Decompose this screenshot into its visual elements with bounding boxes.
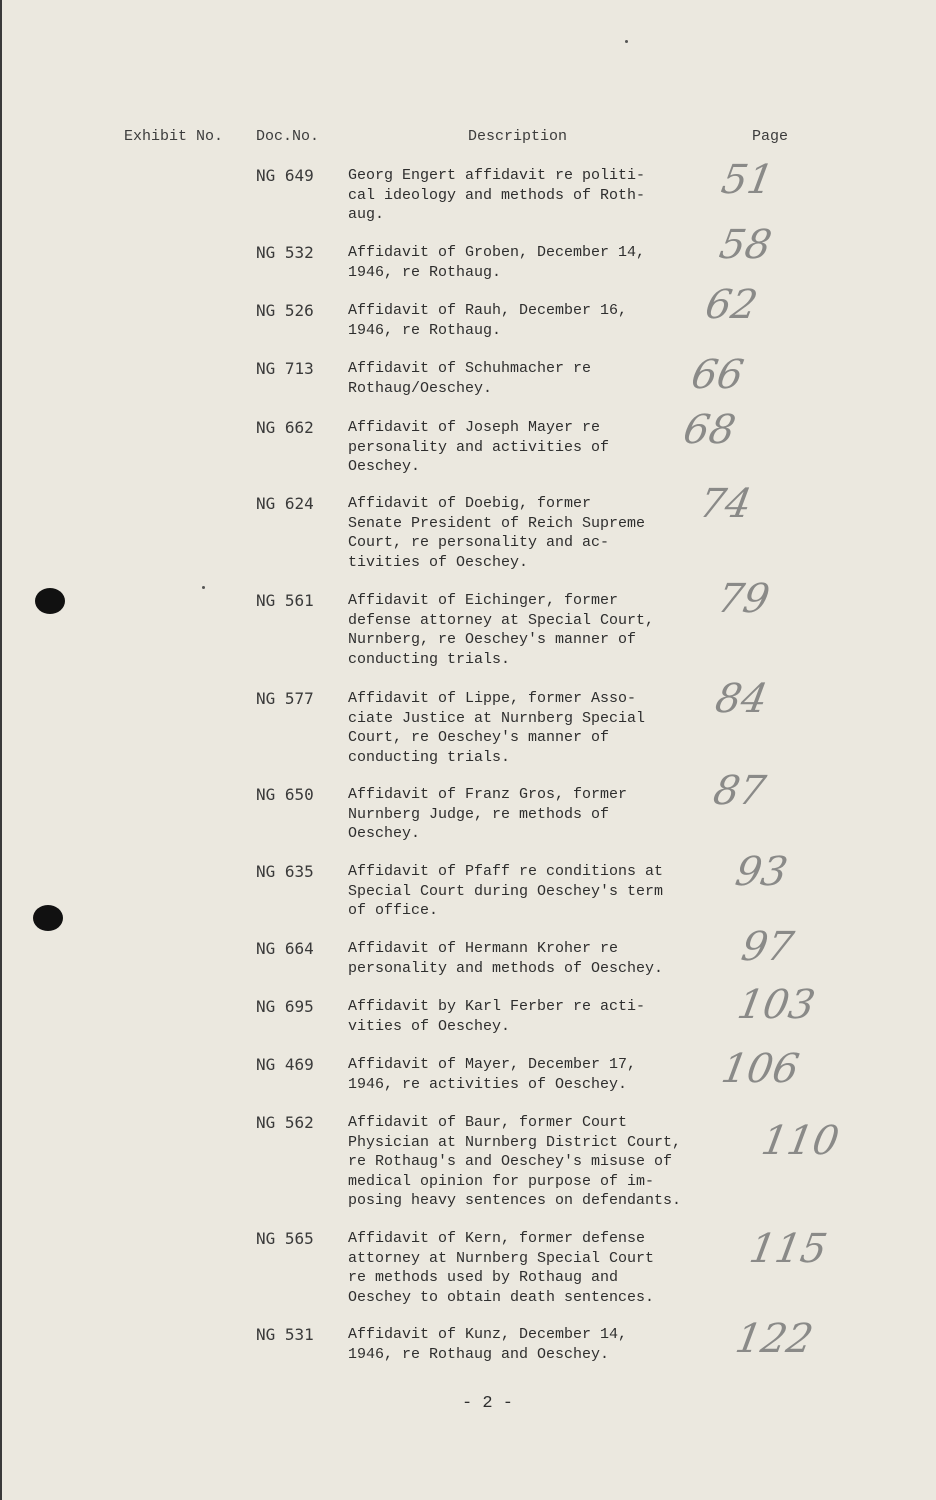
- description-line: Affidavit of Joseph Mayer re: [348, 419, 601, 436]
- description-line: tivities of Oeschey.: [348, 553, 529, 571]
- doc-number: NG 649: [256, 166, 314, 185]
- description: [348, 494, 728, 572]
- handwritten-page-number: 87: [709, 768, 769, 814]
- description-line: Georg Engert affidavit re politi-: [348, 167, 646, 184]
- handwritten-page-number: 106: [717, 1046, 803, 1092]
- description-line: Nurnberg, re Oeschey's manner of: [348, 631, 637, 648]
- description-line: ciate Justice at Nurnberg Special: [348, 709, 646, 727]
- description-line: conducting trials.: [348, 748, 511, 766]
- description-line: Nurnberg Judge, re methods of: [348, 805, 610, 823]
- description-line: Special Court during Oeschey's term: [348, 882, 664, 900]
- description: [348, 1325, 728, 1364]
- description: [348, 243, 728, 282]
- description-line: Physician at Nurnberg District Court,: [348, 1133, 682, 1151]
- handwritten-page-number: 122: [731, 1316, 817, 1362]
- description-line: Affidavit of Lippe, former Asso-: [348, 690, 637, 707]
- description-line: 1946, re Rothaug.: [348, 321, 502, 339]
- header-doc-no: Doc.No.: [256, 128, 320, 145]
- description: [348, 1229, 728, 1307]
- handwritten-page-number: 68: [679, 407, 739, 453]
- doc-number: NG 562: [256, 1113, 314, 1132]
- description-line: Oeschey to obtain death sentences.: [348, 1288, 655, 1306]
- description-line: Affidavit of Doebig, former: [348, 495, 592, 512]
- description-line: Affidavit of Kern, former defense: [348, 1230, 646, 1247]
- description-line: Affidavit of Kunz, December 14,: [348, 1326, 628, 1343]
- handwritten-page-number: 79: [713, 576, 773, 622]
- handwritten-page-number: 84: [711, 676, 771, 722]
- punch-hole-top: [35, 588, 65, 614]
- description-line: Affidavit of Rauh, December 16,: [348, 302, 628, 319]
- description: [348, 997, 728, 1036]
- description: [348, 166, 728, 225]
- description: [348, 1113, 728, 1211]
- description-line: Senate President of Reich Supreme: [348, 514, 646, 532]
- description-line: Court, re Oeschey's manner of: [348, 729, 610, 746]
- punch-hole-bottom: [33, 905, 63, 931]
- doc-number: NG 695: [256, 997, 314, 1016]
- description-line: Oeschey.: [348, 825, 421, 842]
- doc-number: NG 664: [256, 939, 314, 958]
- doc-number: NG 713: [256, 359, 314, 378]
- description: [348, 359, 728, 398]
- description-line: Affidavit of Groben, December 14,: [348, 244, 646, 261]
- handwritten-page-number: 103: [733, 982, 819, 1028]
- description-line: Affidavit of Baur, former Court: [348, 1114, 628, 1131]
- handwritten-page-number: 51: [717, 157, 777, 203]
- doc-number: NG 650: [256, 785, 314, 804]
- description: [348, 689, 728, 767]
- doc-number: NG 561: [256, 591, 314, 610]
- description-line: personality and activities of: [348, 438, 610, 456]
- handwritten-page-number: 62: [701, 282, 761, 328]
- description-line: re methods used by Rothaug and: [348, 1269, 619, 1286]
- description-line: Oeschey.: [348, 458, 421, 475]
- table-header: [2, 128, 936, 152]
- handwritten-page-number: 58: [715, 222, 775, 268]
- handwritten-page-number: 97: [737, 924, 797, 970]
- doc-number: NG 469: [256, 1055, 314, 1074]
- doc-number: NG 565: [256, 1229, 314, 1248]
- description-line: Affidavit of Pfaff re conditions at: [348, 863, 664, 880]
- description-line: Affidavit by Karl Ferber re acti-: [348, 998, 646, 1015]
- description-line: 1946, re Rothaug and Oeschey.: [348, 1345, 610, 1363]
- description-line: Affidavit of Franz Gros, former: [348, 786, 628, 803]
- description: [348, 1055, 728, 1094]
- header-description: Description: [468, 128, 568, 145]
- header-exhibit-no: Exhibit No.: [124, 128, 224, 145]
- handwritten-page-number: 110: [757, 1118, 843, 1164]
- description-line: attorney at Nurnberg Special Court: [348, 1249, 655, 1267]
- handwritten-page-number: 115: [745, 1226, 831, 1272]
- doc-number: NG 531: [256, 1325, 314, 1344]
- description: [348, 939, 728, 978]
- description-line: Court, re personality and ac-: [348, 534, 610, 551]
- description-line: personality and methods of Oeschey.: [348, 959, 664, 977]
- description-line: conducting trials.: [348, 650, 511, 668]
- doc-number: NG 532: [256, 243, 314, 262]
- page-footer: - 2 -: [462, 1394, 514, 1413]
- description-line: Rothaug/Oeschey.: [348, 379, 493, 397]
- description: [348, 862, 728, 921]
- paper-speck: [202, 586, 205, 589]
- handwritten-page-number: 93: [731, 849, 791, 895]
- description-line: Affidavit of Schuhmacher re: [348, 360, 592, 377]
- description: [348, 301, 728, 340]
- description-line: re Rothaug's and Oeschey's misuse of: [348, 1153, 673, 1170]
- handwritten-page-number: 74: [695, 481, 755, 527]
- description-line: 1946, re Rothaug.: [348, 263, 502, 281]
- description-line: of office.: [348, 902, 439, 919]
- description-line: aug.: [348, 206, 385, 223]
- description: [348, 785, 728, 844]
- doc-number: NG 624: [256, 494, 314, 513]
- doc-number: NG 577: [256, 689, 314, 708]
- paper-speck: [625, 40, 628, 43]
- doc-number: NG 526: [256, 301, 314, 320]
- description: [348, 418, 728, 477]
- description-line: cal ideology and methods of Roth-: [348, 186, 646, 204]
- description-line: Affidavit of Hermann Kroher re: [348, 940, 619, 957]
- description-line: posing heavy sentences on defendants.: [348, 1192, 682, 1209]
- description: [348, 591, 728, 669]
- description-line: Affidavit of Eichinger, former: [348, 592, 619, 609]
- description-line: Affidavit of Mayer, December 17,: [348, 1056, 637, 1073]
- doc-number: NG 662: [256, 418, 314, 437]
- description-line: medical opinion for purpose of im-: [348, 1172, 655, 1190]
- description-line: vities of Oeschey.: [348, 1017, 511, 1035]
- description-line: 1946, re activities of Oeschey.: [348, 1075, 628, 1093]
- doc-number: NG 635: [256, 862, 314, 881]
- handwritten-page-number: 66: [687, 352, 747, 398]
- description-line: defense attorney at Special Court,: [348, 611, 655, 629]
- header-page: Page: [752, 128, 789, 145]
